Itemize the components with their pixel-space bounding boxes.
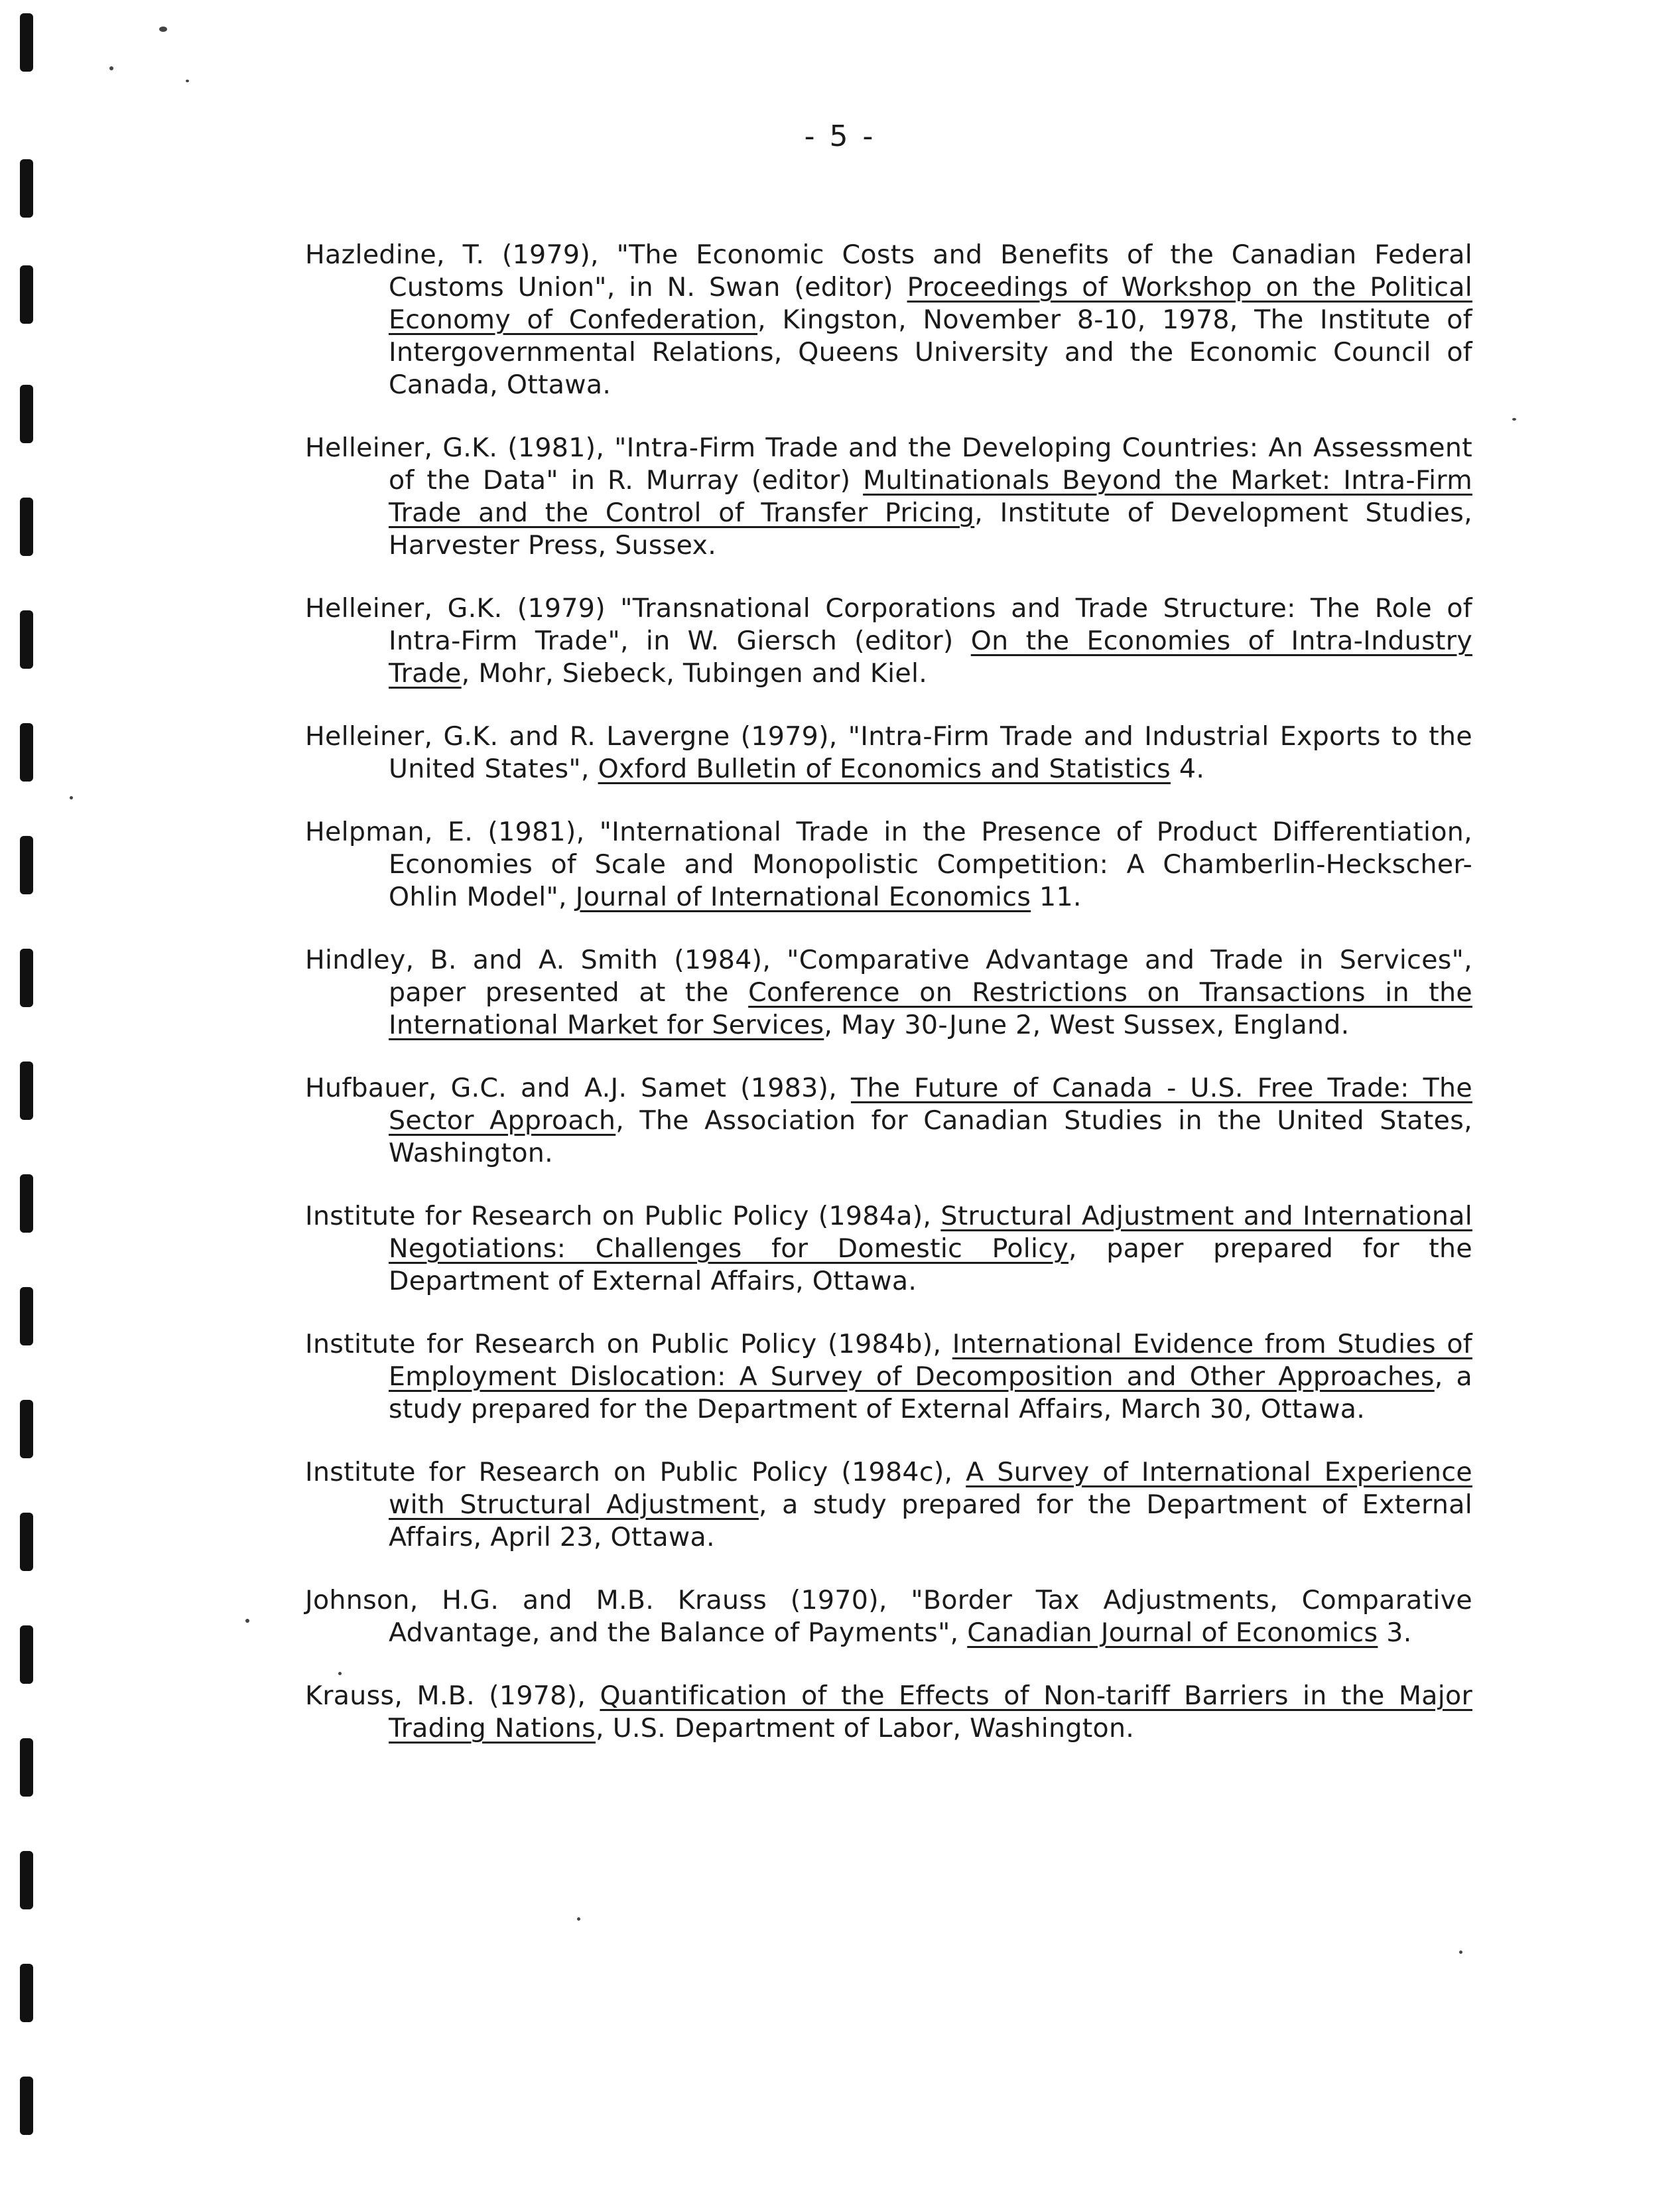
reference-entry [305,1456,1472,1554]
reference-title: The Future of Canada - U.S. Free Trade: The Sector Approach [389,1073,1472,1136]
reference-entry [305,239,1472,401]
reference-title: Journal of International Economics [575,882,1031,912]
reference-lead: Institute for Research on Public Policy (1984c), [305,1457,966,1487]
reference-lead: Hufbauer, G.C. and A.J. Samet (1983), [305,1073,851,1103]
binding-mark [20,1062,33,1120]
reference-tail: , May 30-June 2, West Sussex, England. [824,1010,1350,1040]
reference-tail: , Mohr, Siebeck, Tubingen and Kiel. [461,658,928,689]
scan-speck [1459,1951,1462,1954]
reference-tail: , a study prepared for the Department of External Affairs, March 30, Ottawa. [389,1361,1472,1424]
page-number: - 5 - [804,119,876,153]
scan-speck [109,66,113,70]
scan-speck [159,27,167,32]
reference-list [305,239,1472,1775]
binding-mark [20,1738,33,1797]
reference-title: A Survey of International Experience with Structural Adjustment [389,1457,1472,1520]
reference-entry [305,1328,1472,1426]
reference-title: Canadian Journal of Economics [967,1617,1378,1648]
binding-mark [20,159,33,218]
reference-title: Quantification of the Effects of Non-tariff Barriers in the Major Trading Nations [389,1680,1472,1744]
binding-mark [20,1174,33,1233]
reference-lead: Johnson, H.G. and M.B. Krauss (1970), "Border Tax Adjustments, Comparative Advantage, and the Balance of Payments", [305,1585,1472,1648]
reference-tail: , paper prepared for the Department of External Affairs, Ottawa. [389,1233,1472,1296]
binding-mark [20,1964,33,2022]
reference-tail: , The Association for Canadian Studies in the United States, Washington. [389,1105,1472,1168]
reference-entry [305,1584,1472,1649]
reference-tail: , Institute of Development Studies, Harvester Press, Sussex. [389,498,1472,561]
binding-mark [20,949,33,1007]
reference-title: International Evidence from Studies of Employment Dislocation: A Survey of Decomposition and Other Approaches [389,1329,1472,1392]
binding-mark [20,1625,33,1684]
binding-mark [20,385,33,443]
reference-lead: Helpman, E. (1981), "International Trade in the Presence of Product Differentiation, Economies of Scale and Monopolistic Competition: A Chamberlin-Heckscher-Ohlin Model", [305,817,1472,912]
reference-entry [305,720,1472,786]
binding-mark [20,1287,33,1345]
reference-lead: Helleiner, G.K. (1979) "Transnational Corporations and Trade Structure: The Role of Intra-Firm Trade", in W. Giersch (editor) [305,593,1472,656]
binding-mark [20,836,33,894]
reference-lead: Institute for Research on Public Policy (1984a), [305,1201,941,1231]
scan-speck [245,1619,249,1623]
reference-tail: 4. [1171,754,1205,784]
scan-speck [186,80,189,82]
reference-lead: Hindley, B. and A. Smith (1984), "Comparative Advantage and Trade in Services", paper presented at the [305,945,1472,1008]
reference-lead: Helleiner, G.K. and R. Lavergne (1979), "Intra-Firm Trade and Industrial Exports to the United States", [305,721,1472,784]
binding-mark [20,1513,33,1571]
reference-title: Oxford Bulletin of Economics and Statistics [598,754,1171,784]
reference-title: Multinationals Beyond the Market: Intra-Firm Trade and the Control of Transfer Pricing [389,465,1472,528]
reference-tail: , a study prepared for the Department of External Affairs, April 23, Ottawa. [389,1489,1472,1552]
reference-lead: Hazledine, T. (1979), "The Economic Costs and Benefits of the Canadian Federal Customs Union", in N. Swan (editor) [305,240,1472,303]
binding-mark [20,265,33,324]
reference-entry [305,432,1472,562]
binding-mark [20,610,33,669]
reference-lead: Krauss, M.B. (1978), [305,1680,600,1711]
reference-lead: Helleiner, G.K. (1981), "Intra-Firm Trade and the Developing Countries: An Assessment of the Data" in R. Murray (editor) [305,433,1472,496]
binding-mark [20,13,33,72]
reference-title: Proceedings of Workshop on the Political Economy of Confederation [389,272,1472,335]
binding-mark [20,498,33,556]
scan-speck [70,796,73,799]
binding-mark [20,723,33,782]
reference-tail: , Kingston, November 8-10, 1978, The Institute of Intergovernmental Relations, Queens University and the Economic Council of Canada, Ottawa. [389,305,1472,400]
reference-entry [305,944,1472,1042]
binding-mark [20,1400,33,1458]
reference-entry [305,592,1472,690]
scan-speck [577,1917,580,1921]
reference-title: On the Economies of Intra-Industry Trade [389,626,1472,689]
reference-entry [305,1072,1472,1170]
reference-title: Conference on Restrictions on Transactions in the International Market for Services [389,977,1473,1040]
binding-mark [20,2077,33,2135]
reference-entry [305,1680,1472,1745]
reference-title: Structural Adjustment and International Negotiations: Challenges for Domestic Policy [389,1201,1472,1264]
reference-tail: 11. [1031,882,1082,912]
reference-lead: Institute for Research on Public Policy (1984b), [305,1329,952,1359]
binding-mark [20,1851,33,1909]
reference-tail: , U.S. Department of Labor, Washington. [595,1713,1135,1744]
reference-entry [305,1200,1472,1298]
scan-speck [1512,418,1516,421]
reference-tail: 3. [1378,1617,1412,1648]
reference-entry [305,816,1472,914]
